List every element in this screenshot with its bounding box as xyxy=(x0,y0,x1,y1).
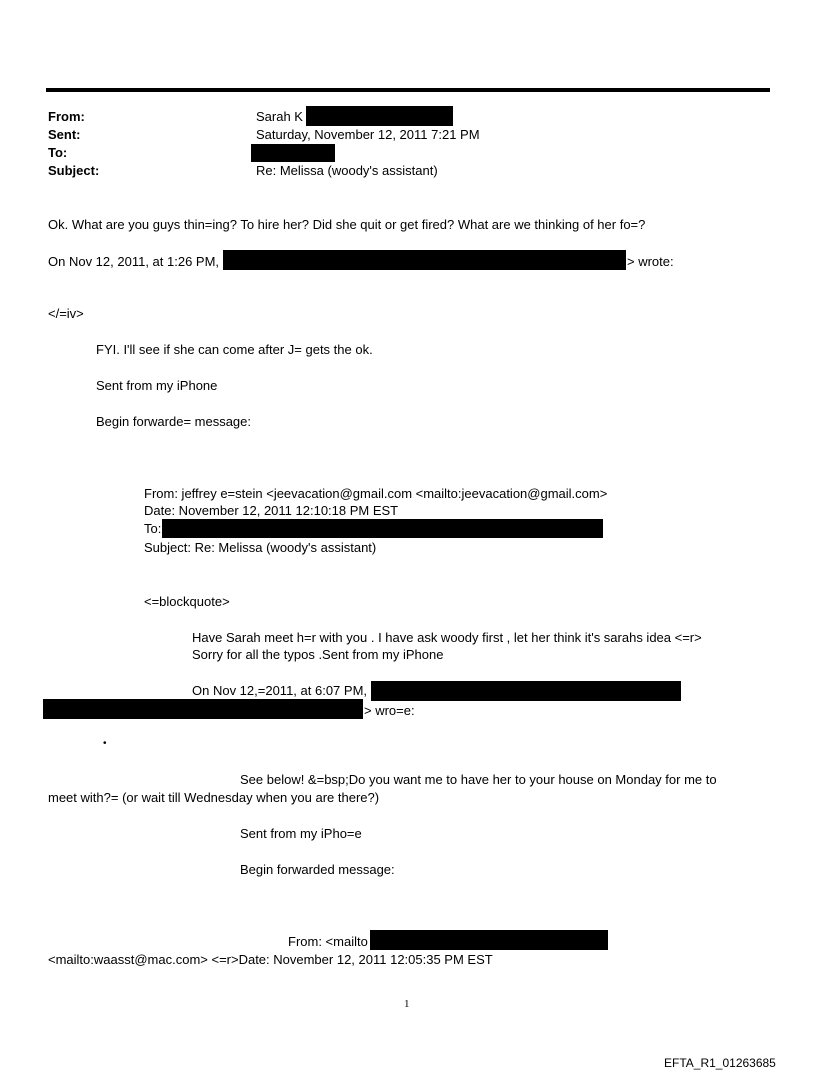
blockquote-tag: <=blockquote> xyxy=(144,594,230,609)
redaction-from-email xyxy=(306,106,453,126)
fwd-subject: Subject: Re: Melissa (woody's assistant) xyxy=(144,540,377,555)
document-id: EFTA_R1_01263685 xyxy=(664,1056,776,1070)
header-rule xyxy=(46,88,770,92)
fwd-to: To: xyxy=(144,521,162,536)
to-label: To: xyxy=(48,145,68,160)
subject-label: Subject: xyxy=(48,163,100,178)
redaction-mailto xyxy=(370,930,608,950)
fwd-date: Date: November 12, 2011 12:10:18 PM EST xyxy=(144,503,399,518)
begin-forwarded-1: Begin forwarde= message: xyxy=(96,414,252,429)
from-value: Sarah K xyxy=(256,109,303,124)
redaction-sender-2a xyxy=(371,681,681,701)
fyi-text: FYI. I'll see if she can come after J= gets the ok. xyxy=(96,342,373,357)
quote-line-2: Sorry for all the typos .Sent from my iPhone xyxy=(192,647,444,662)
reply-text: Ok. What are you guys thin=ing? To hire her? Did she quit or get fired? What are we thinking of her fo=? xyxy=(48,217,646,232)
from-mailto: From: <mailto xyxy=(288,934,368,949)
subject-value: Re: Melissa (woody's assistant) xyxy=(256,163,438,178)
on-date-line-1: On Nov 12, 2011, at 1:26 PM, xyxy=(48,254,220,269)
bullet: • xyxy=(103,738,107,749)
see-below-line-2: meet with?= (or wait till Wednesday when you are there?) xyxy=(48,790,380,805)
redaction-to xyxy=(251,144,335,162)
on-date-line-2: On Nov 12,=2011, at 6:07 PM, xyxy=(192,683,368,698)
redaction-fwd-to xyxy=(162,519,603,538)
wrote-1: > wrote: xyxy=(627,254,674,269)
div-tag: </=iv> xyxy=(48,306,84,321)
fwd-from: From: jeffrey e=stein <jeevacation@gmail.com <mailto:jeevacation@gmail.com> xyxy=(144,486,608,501)
sent-value: Saturday, November 12, 2011 7:21 PM xyxy=(256,127,480,142)
redaction-sender-2b xyxy=(43,699,363,719)
sent-from-iphone-1: Sent from my iPhone xyxy=(96,378,218,393)
sent-from-iphone-2: Sent from my iPho=e xyxy=(240,826,362,841)
quote-line-1: Have Sarah meet h=r with you . I have ask woody first , let her think it's sarahs idea <=r> xyxy=(192,630,702,645)
wrote-2: > wro=e: xyxy=(364,703,415,718)
sent-label: Sent: xyxy=(48,127,81,142)
page-number: 1 xyxy=(404,998,410,1010)
see-below-line-1: See below! &=bsp;Do you want me to have her to your house on Monday for me to xyxy=(240,772,717,787)
mailto-date-line: <mailto:waasst@mac.com> <=r>Date: November 12, 2011 12:05:35 PM EST xyxy=(48,952,493,967)
begin-forwarded-2: Begin forwarded message: xyxy=(240,862,395,877)
redaction-sender-1 xyxy=(223,250,626,270)
from-label: From: xyxy=(48,109,85,124)
